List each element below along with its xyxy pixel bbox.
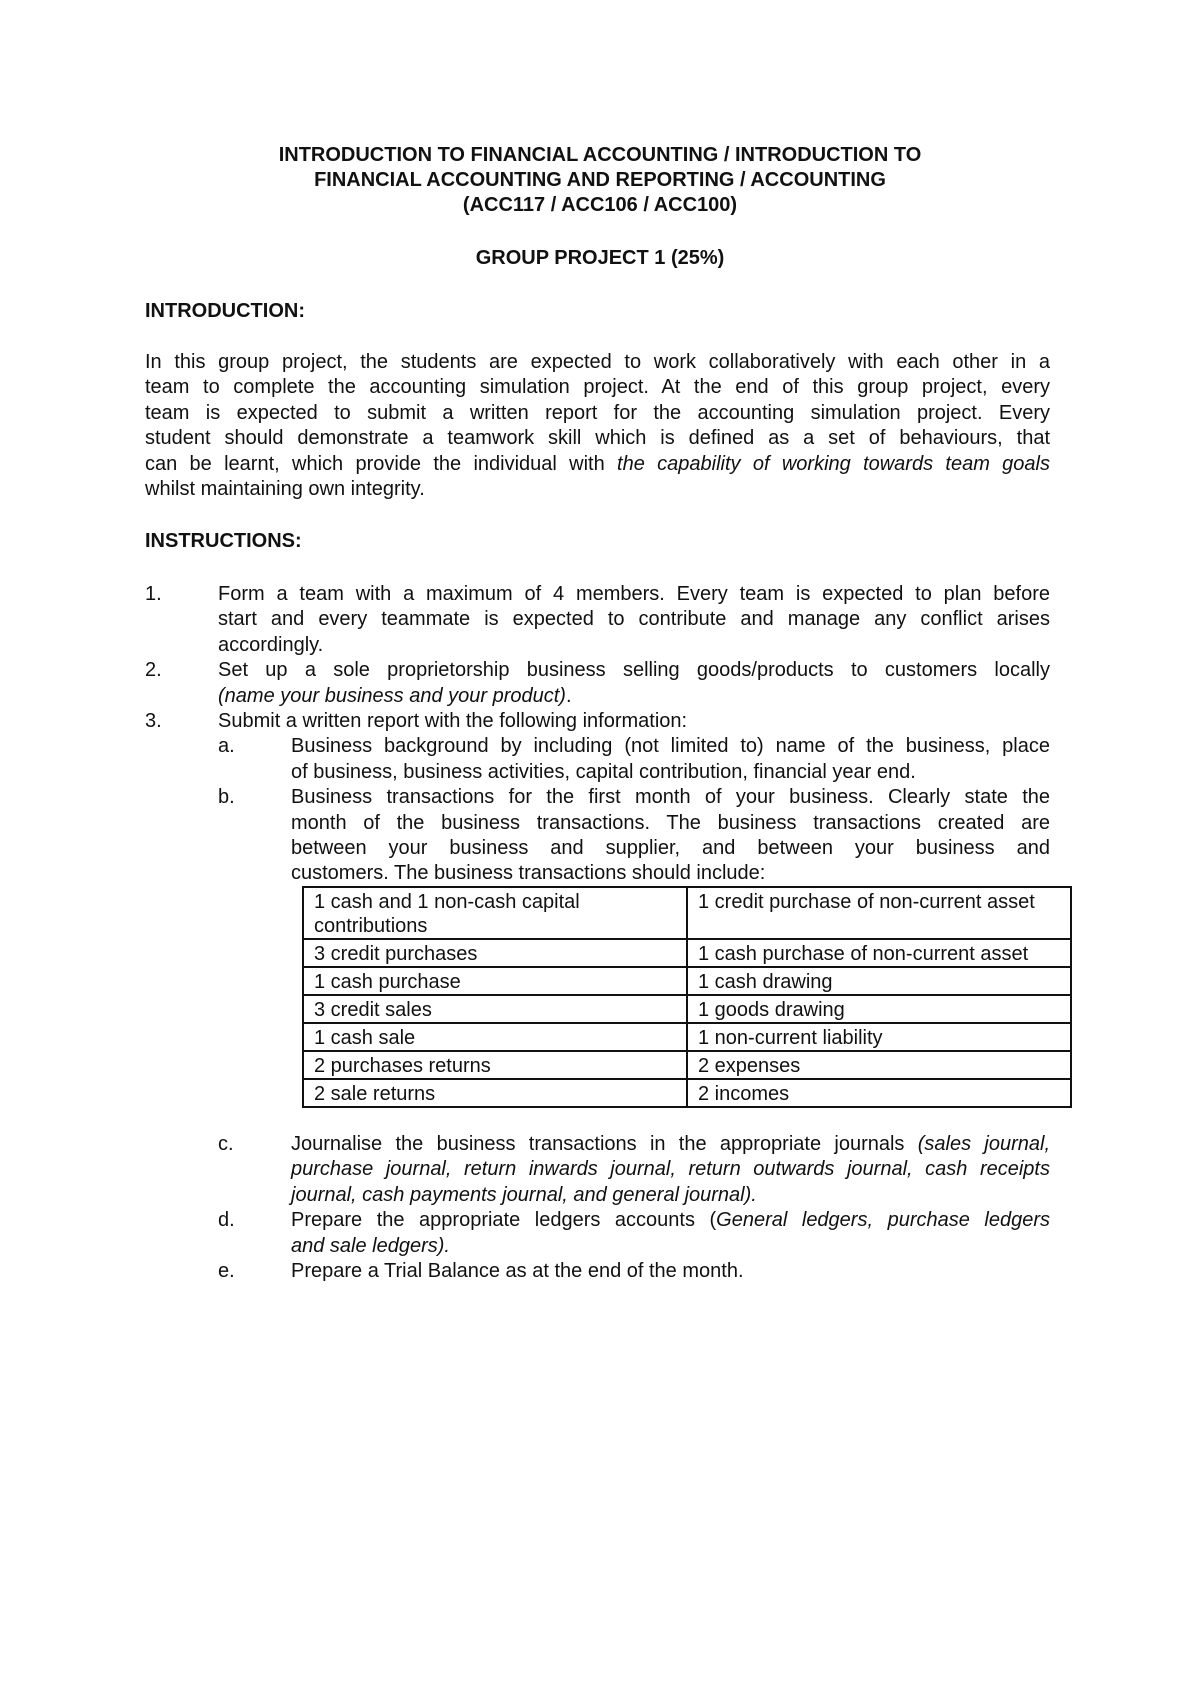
- table-cell: 1 non-current liability: [687, 1023, 1071, 1051]
- list-item: 3. Submit a written report with the following information:: [145, 709, 688, 732]
- document-title: [140, 143, 1060, 218]
- instructions-list: [145, 582, 1050, 887]
- intro-line: can be learnt, which provide the individual with the capability of working towards team goals: [145, 452, 1050, 475]
- table-row: [303, 939, 1071, 967]
- table-row: [303, 1079, 1071, 1107]
- title-line-1: INTRODUCTION TO FINANCIAL ACCOUNTING / INTRODUCTION TO: [278, 144, 922, 166]
- intro-line: In this group project, the students are expected to work collaboratively with each other in a: [145, 351, 1050, 373]
- table-row: [303, 995, 1071, 1023]
- title-line-2: FINANCIAL ACCOUNTING AND REPORTING / ACCOUNTING: [314, 169, 886, 191]
- table-cell: 1 cash purchase of non-current asset: [687, 939, 1071, 967]
- intro-line: student should demonstrate a teamwork skill which is defined as a set of behaviours, that: [145, 427, 1050, 450]
- table-cell: 1 cash and 1 non-cash capital contributions: [303, 887, 687, 939]
- introduction-paragraph: [145, 350, 1050, 502]
- table-cell: 1 credit purchase of non-current asset: [687, 887, 1071, 939]
- table-cell: 2 incomes: [687, 1079, 1071, 1107]
- sub-list-item: d. Prepare the appropriate ledgers accounts (General ledgers, purchase ledgers and sale ledgers).: [218, 1209, 1050, 1257]
- intro-line: team is expected to submit a written report for the accounting simulation project. Every: [145, 401, 1050, 424]
- list-item: 1. Form a team with a maximum of 4 members. Every team is expected to plan before start and every teammate is expected to contribute and manage any conflict arises accordingly.: [145, 583, 1050, 656]
- sub-list-item: c. Journalise the business transactions in the appropriate journals (sales journal, purchase journal, return inwards journal, return outwards journal, cash receipts journal, cash payments journal, and general journal).: [218, 1133, 1050, 1206]
- instructions-list-continued: [145, 1132, 1050, 1284]
- sub-list-item: e. Prepare a Trial Balance as at the end of the month.: [218, 1259, 744, 1282]
- table-cell: 1 cash purchase: [303, 967, 687, 995]
- sub-list-item: a. Business background by including (not limited to) name of the business, place of business, business activities, capital contribution, financial year end.: [218, 735, 1050, 783]
- list-item: 2. Set up a sole proprietorship business selling goods/products to customers locally (name your business and your product).: [145, 659, 1050, 707]
- table-cell: 3 credit sales: [303, 995, 687, 1023]
- intro-line: team to complete the accounting simulation project. At the end of this group project, every: [145, 376, 1050, 399]
- sub-list-item: b. Business transactions for the first month of your business. Clearly state the month of the business transactions. The business transactions created are between your business and supplier, and between your business and customers. The business transactions should include:: [218, 786, 1050, 885]
- intro-line: whilst maintaining own integrity.: [145, 477, 425, 500]
- table-cell: 2 sale returns: [303, 1079, 687, 1107]
- table-row: [303, 1051, 1071, 1079]
- instructions-heading: INSTRUCTIONS:: [145, 530, 302, 552]
- table-cell: 2 expenses: [687, 1051, 1071, 1079]
- table-cell: 1 goods drawing: [687, 995, 1071, 1023]
- introduction-heading: INTRODUCTION:: [145, 300, 305, 322]
- table-row: [303, 1023, 1071, 1051]
- table-cell: 3 credit purchases: [303, 939, 687, 967]
- table-cell: 1 cash drawing: [687, 967, 1071, 995]
- table-row: [303, 887, 1071, 939]
- table-cell: 2 purchases returns: [303, 1051, 687, 1079]
- title-line-3: (ACC117 / ACC106 / ACC100): [462, 194, 738, 216]
- intro-emphasis: the capability of working towards team goals: [617, 452, 1050, 475]
- table-row: [303, 967, 1071, 995]
- table-cell: 1 cash sale: [303, 1023, 687, 1051]
- transactions-table: [302, 886, 1072, 1108]
- project-subtitle: GROUP PROJECT 1 (25%): [475, 247, 725, 269]
